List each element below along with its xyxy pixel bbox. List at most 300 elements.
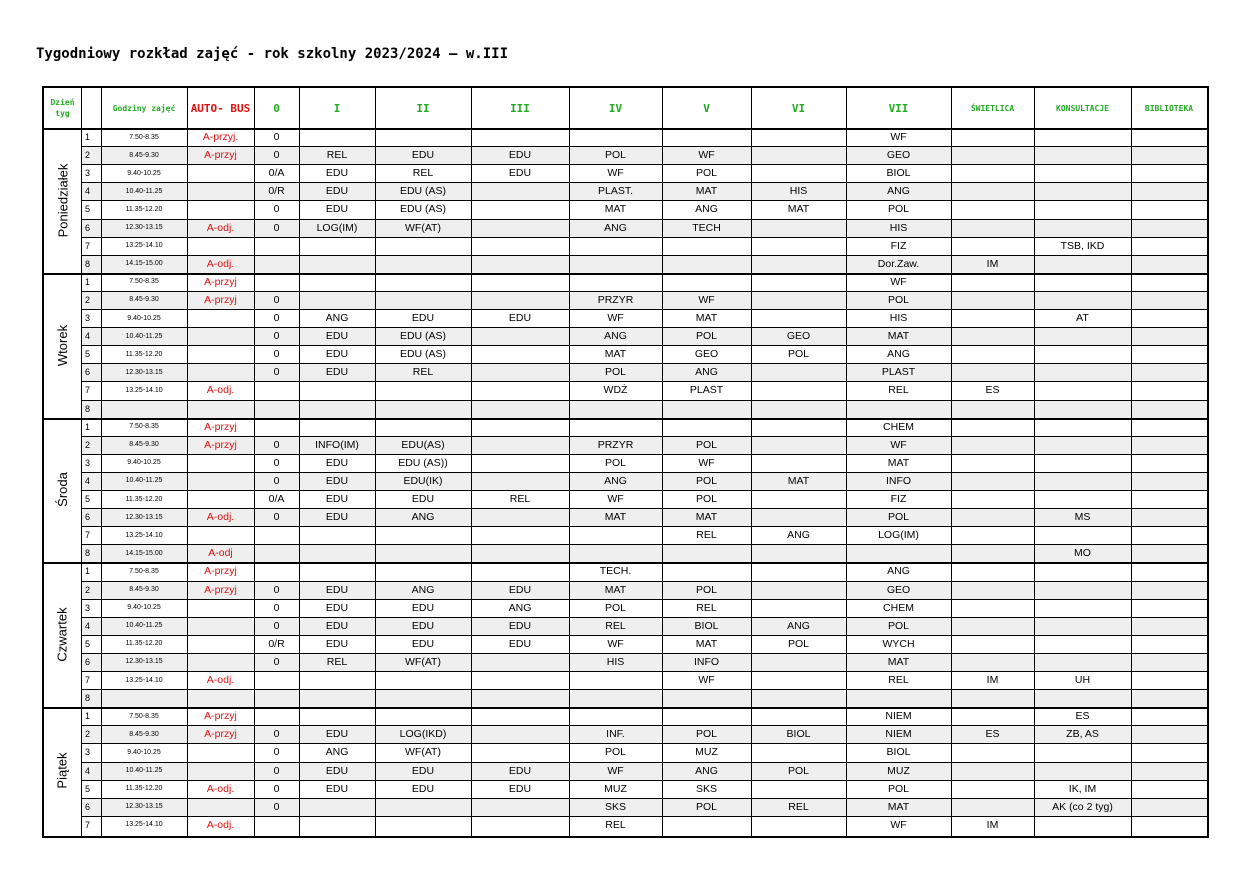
cell-n: 4: [85, 765, 91, 776]
cell-ko: MO: [1074, 547, 1091, 560]
cell-sw: [951, 345, 1034, 363]
cell-c1: REL: [326, 655, 348, 668]
day-divider: [44, 273, 1207, 275]
col-divider: [81, 88, 82, 836]
cell-n: 7: [85, 530, 91, 541]
cell-c1: EDU: [325, 330, 349, 343]
cell-bi: [1131, 635, 1207, 653]
cell-bi: [1131, 454, 1207, 472]
cell-bus: A-przyj: [204, 583, 237, 596]
cell-n: 5: [85, 783, 91, 794]
day-name: Wtorek: [55, 324, 71, 366]
cell-h: 12.30-13.15: [125, 368, 163, 376]
cell-c4: [569, 255, 662, 273]
day-name: Środa: [54, 472, 70, 508]
cell-c0: 0: [273, 601, 280, 614]
row-divider: [81, 762, 1207, 763]
cell-bus: [187, 200, 254, 218]
cell-c4: MAT: [604, 511, 627, 524]
cell-c4: [569, 273, 662, 291]
cell-c7: NIEM: [885, 728, 912, 741]
cell-bus: [187, 454, 254, 472]
row-divider: [81, 164, 1207, 165]
cell-bus: [187, 472, 254, 490]
cell-c5: MAT: [695, 637, 718, 650]
cell-n: 4: [85, 331, 91, 342]
cell-c4: PRZYR: [597, 293, 634, 306]
cell-c7: POL: [887, 619, 909, 632]
cell-c0: 0/A: [268, 493, 285, 506]
cell-c1: [299, 381, 375, 399]
cell-c3: EDU: [508, 583, 532, 596]
cell-bi: [1131, 617, 1207, 635]
cell-bi: [1131, 219, 1207, 237]
cell-c5: [662, 544, 751, 562]
cell-c2: [375, 544, 471, 562]
cell-h: [101, 400, 187, 418]
cell-ko: [1034, 291, 1131, 309]
cell-c6: [751, 454, 846, 472]
cell-c3: [471, 237, 569, 255]
cell-n: 6: [85, 801, 91, 812]
cell-sw: [951, 653, 1034, 671]
cell-n: 4: [85, 186, 91, 197]
cell-bus: [187, 762, 254, 780]
cell-bus: [187, 798, 254, 816]
row-divider: [81, 635, 1207, 636]
cell-c4: PLAST.: [597, 185, 634, 198]
cell-c4: MUZ: [604, 782, 627, 795]
cell-n: 8: [85, 403, 91, 414]
cell-h: 11.35-12.20: [125, 640, 163, 648]
cell-sw: [951, 291, 1034, 309]
cell-c3: EDU: [508, 149, 532, 162]
cell-c7: MAT: [887, 456, 910, 469]
row-divider: [81, 743, 1207, 744]
cell-sw: ES: [985, 384, 1000, 397]
cell-c1: [299, 562, 375, 580]
cell-n: 5: [85, 638, 91, 649]
cell-h: 12.30-13.15: [125, 224, 163, 232]
cell-h: 7.50-8.35: [129, 567, 159, 575]
cell-bus: [187, 743, 254, 761]
cell-c6: [751, 146, 846, 164]
row-divider: [81, 291, 1207, 292]
cell-c6: [751, 164, 846, 182]
cell-c1: REL: [326, 149, 348, 162]
row-divider: [81, 400, 1207, 401]
cell-n: 5: [85, 494, 91, 505]
cell-h: 12.30-13.15: [125, 803, 163, 811]
cell-c0: 0/R: [268, 637, 285, 650]
cell-c5: WF: [698, 456, 715, 469]
cell-c7: ANG: [887, 185, 910, 198]
cell-c6: [751, 544, 846, 562]
cell-c5: POL: [695, 438, 717, 451]
cell-h: 13.25-14.10: [125, 531, 163, 539]
cell-c1: [299, 400, 375, 418]
cell-c7: POL: [887, 782, 909, 795]
cell-sw: [951, 508, 1034, 526]
cell-c1: [299, 526, 375, 544]
cell-h: 9.40-10.25: [127, 314, 161, 322]
cell-n: 6: [85, 512, 91, 523]
header-bus: AUTO- BUS: [190, 101, 251, 115]
cell-c0: [254, 526, 299, 544]
cell-c1: EDU: [325, 511, 349, 524]
cell-h: 7.50-8.35: [129, 423, 159, 431]
col-divider: [569, 88, 570, 836]
cell-c3: [471, 707, 569, 725]
cell-c7: POL: [887, 203, 909, 216]
cell-c2: EDU: [411, 637, 435, 650]
cell-c1: [299, 671, 375, 689]
cell-c7: POL: [887, 293, 909, 306]
cell-sw: [951, 798, 1034, 816]
cell-c3: [471, 472, 569, 490]
cell-bus: A-odj.: [206, 511, 235, 524]
cell-ko: [1034, 418, 1131, 436]
cell-bus: [187, 526, 254, 544]
cell-c0: 0: [273, 782, 280, 795]
row-divider: [81, 381, 1207, 382]
cell-c2: [375, 255, 471, 273]
cell-bi: [1131, 743, 1207, 761]
cell-bi: [1131, 599, 1207, 617]
cell-ko: [1034, 182, 1131, 200]
cell-n: 3: [85, 168, 91, 179]
cell-c3: [471, 182, 569, 200]
cell-c4: INF.: [606, 728, 625, 741]
row-divider: [81, 146, 1207, 147]
cell-c4: WF: [607, 493, 624, 506]
cell-c7: FIZ: [890, 493, 907, 506]
cell-c3: [471, 345, 569, 363]
cell-ko: [1034, 255, 1131, 273]
cell-c7: MUZ: [887, 764, 910, 777]
cell-c2: WF(AT): [405, 746, 441, 759]
cell-sw: [951, 472, 1034, 490]
day-name: Poniedziałek: [55, 163, 70, 238]
cell-h: 11.35-12.20: [125, 785, 163, 793]
cell-c7: REL: [888, 674, 909, 687]
row-divider: [81, 255, 1207, 256]
cell-c6: [751, 689, 846, 707]
cell-c3: [471, 671, 569, 689]
cell-sw: [951, 780, 1034, 798]
header-col-2: II: [416, 101, 430, 115]
cell-n: 2: [85, 729, 91, 740]
cell-c1: [299, 237, 375, 255]
cell-sw: [951, 599, 1034, 617]
cell-c2: EDU(AS): [401, 438, 445, 451]
cell-c2: EDU: [411, 764, 435, 777]
cell-c4: POL: [604, 366, 626, 379]
cell-c5: [662, 816, 751, 834]
cell-c2: [375, 562, 471, 580]
cell-c1: EDU: [325, 619, 349, 632]
cell-bus: [187, 309, 254, 327]
cell-c4: [569, 707, 662, 725]
row-divider: [81, 345, 1207, 346]
cell-c0: 0: [273, 221, 280, 234]
cell-bi: [1131, 200, 1207, 218]
cell-c0: 0: [273, 728, 280, 741]
cell-c4: WF: [607, 312, 624, 325]
cell-c2: [375, 526, 471, 544]
cell-n: 7: [85, 819, 91, 830]
cell-c4: [569, 671, 662, 689]
cell-bi: [1131, 327, 1207, 345]
cell-bus: [187, 363, 254, 381]
cell-n: 7: [85, 675, 91, 686]
row-divider: [81, 653, 1207, 654]
cell-c3: [471, 255, 569, 273]
cell-sw: [951, 327, 1034, 345]
cell-c3: [471, 798, 569, 816]
cell-c3: [471, 400, 569, 418]
cell-c0: [254, 400, 299, 418]
cell-c0: 0: [273, 203, 280, 216]
cell-sw: [951, 544, 1034, 562]
cell-bus: A-odj: [208, 547, 233, 560]
cell-c1: EDU: [325, 583, 349, 596]
row-divider: [81, 327, 1207, 328]
cell-ko: [1034, 400, 1131, 418]
cell-bi: [1131, 164, 1207, 182]
cell-c6: [751, 291, 846, 309]
cell-c1: [299, 128, 375, 146]
cell-bus: A-odj.: [206, 818, 235, 831]
cell-c3: [471, 219, 569, 237]
cell-h: 7.50-8.35: [129, 133, 159, 141]
cell-bus: [187, 653, 254, 671]
cell-c4: ANG: [604, 330, 627, 343]
cell-sw: [951, 562, 1034, 580]
cell-c4: [569, 544, 662, 562]
row-divider: [81, 490, 1207, 491]
cell-sw: [951, 400, 1034, 418]
cell-sw: [951, 617, 1034, 635]
cell-c6: [751, 581, 846, 599]
cell-ko: [1034, 653, 1131, 671]
cell-n: 1: [85, 711, 91, 722]
cell-c7: PLAST: [881, 366, 916, 379]
cell-c1: ANG: [325, 746, 349, 759]
cell-c5: MAT: [695, 312, 718, 325]
cell-ko: MS: [1074, 511, 1091, 524]
cell-c4: [569, 128, 662, 146]
cell-h: 13.25-14.10: [125, 821, 163, 829]
row-divider: [81, 581, 1207, 582]
cell-c0: 0: [273, 655, 280, 668]
cell-h: 9.40-10.25: [127, 459, 161, 467]
cell-c6: [751, 436, 846, 454]
cell-bi: [1131, 255, 1207, 273]
cell-sw: [951, 490, 1034, 508]
cell-c1: INFO(IM): [315, 438, 359, 451]
cell-h: 7.50-8.35: [129, 712, 159, 720]
cell-c7: GEO: [886, 583, 911, 596]
cell-h: 10.40-11.25: [125, 767, 163, 775]
cell-c6: [751, 508, 846, 526]
header-col-5: V: [703, 101, 710, 115]
cell-c2: EDU: [411, 493, 435, 506]
cell-n: 3: [85, 602, 91, 613]
cell-c3: [471, 743, 569, 761]
cell-sw: IM: [986, 257, 999, 270]
cell-c6: [751, 671, 846, 689]
cell-c6: POL: [787, 637, 809, 650]
cell-c6: [751, 363, 846, 381]
cell-sw: [951, 237, 1034, 255]
cell-ko: ES: [1075, 710, 1090, 723]
cell-c4: PRZYR: [597, 438, 634, 451]
cell-c2: EDU (AS): [399, 330, 447, 343]
cell-c7: FIZ: [890, 239, 907, 252]
cell-c6: [751, 599, 846, 617]
cell-n: 2: [85, 584, 91, 595]
cell-c6: [751, 255, 846, 273]
cell-c5: [662, 255, 751, 273]
cell-c7: Dor.Zaw.: [877, 257, 920, 270]
col-divider: [471, 88, 472, 836]
day-label: [44, 128, 81, 273]
cell-c5: WF: [698, 149, 715, 162]
col-divider: [751, 88, 752, 836]
cell-c7: REL: [888, 384, 909, 397]
cell-c0: 0/A: [268, 167, 285, 180]
cell-sw: [951, 436, 1034, 454]
cell-n: 1: [85, 566, 91, 577]
cell-sw: [951, 635, 1034, 653]
cell-c3: EDU: [508, 637, 532, 650]
day-label: [44, 562, 81, 707]
cell-c6: [751, 707, 846, 725]
cell-c7: [846, 400, 951, 418]
cell-c0: [254, 689, 299, 707]
cell-h: 11.35-12.20: [125, 495, 163, 503]
cell-bus: [187, 345, 254, 363]
cell-h: 14.15-15.00: [125, 260, 163, 268]
cell-bi: [1131, 562, 1207, 580]
cell-bus: A-przyj: [204, 293, 237, 306]
cell-sw: [951, 454, 1034, 472]
cell-c2: EDU (AS): [399, 348, 447, 361]
cell-c7: CHEM: [883, 420, 914, 433]
cell-c0: 0: [273, 474, 280, 487]
cell-c5: REL: [696, 529, 717, 542]
cell-h: 10.40-11.25: [125, 622, 163, 630]
cell-c3: ANG: [508, 601, 532, 614]
row-divider: [81, 454, 1207, 455]
cell-c4: MAT: [604, 583, 627, 596]
cell-c4: POL: [604, 601, 626, 614]
cell-c6: [751, 219, 846, 237]
col-divider: [299, 88, 300, 836]
cell-c5: WF: [698, 293, 715, 306]
cell-h: 8.45-9.30: [129, 586, 159, 594]
cell-bus: A-odj.: [206, 674, 235, 687]
cell-c6: [751, 381, 846, 399]
cell-sw: [951, 309, 1034, 327]
cell-c3: [471, 689, 569, 707]
cell-c3: [471, 273, 569, 291]
cell-ko: [1034, 164, 1131, 182]
cell-c7: WYCH: [882, 637, 915, 650]
cell-n: 3: [85, 747, 91, 758]
cell-sw: [951, 707, 1034, 725]
cell-c0: 0: [273, 330, 280, 343]
cell-ko: [1034, 581, 1131, 599]
cell-c1: [299, 273, 375, 291]
cell-n: 2: [85, 439, 91, 450]
cell-bi: [1131, 762, 1207, 780]
cell-c5: GEO: [694, 348, 719, 361]
cell-c3: [471, 544, 569, 562]
cell-c5: SKS: [695, 782, 717, 795]
cell-c5: POL: [695, 167, 717, 180]
cell-c0: 0: [273, 800, 280, 813]
cell-ko: [1034, 743, 1131, 761]
cell-n: 7: [85, 240, 91, 251]
day-name: Czwartek: [55, 607, 70, 662]
cell-c4: TECH.: [599, 565, 632, 578]
cell-c7: WF: [890, 438, 907, 451]
cell-c7: MAT: [887, 800, 910, 813]
header-col-4: IV: [608, 101, 623, 115]
cell-c1: EDU: [325, 348, 349, 361]
col-divider: [101, 88, 102, 836]
cell-c2: [375, 381, 471, 399]
cell-ko: ZB, AS: [1066, 728, 1099, 741]
cell-ko: [1034, 599, 1131, 617]
cell-c2: EDU: [411, 312, 435, 325]
cell-sw: [951, 762, 1034, 780]
cell-c1: [299, 291, 375, 309]
cell-c1: [299, 689, 375, 707]
cell-c3: [471, 436, 569, 454]
cell-c4: POL: [604, 456, 626, 469]
cell-c0: 0: [273, 131, 280, 144]
cell-c3: [471, 200, 569, 218]
cell-c5: INFO: [693, 655, 720, 668]
cell-c4: WF: [607, 764, 624, 777]
cell-ko: [1034, 128, 1131, 146]
cell-c2: [375, 816, 471, 834]
cell-c0: [254, 273, 299, 291]
cell-c4: WDŻ: [603, 384, 628, 397]
page-title: Tygodniowy rozkład zajęć - rok szkolny 2023/2024 – w.III: [36, 46, 509, 62]
cell-c2: EDU (AS): [399, 185, 447, 198]
day-label: [44, 418, 81, 563]
cell-bi: [1131, 707, 1207, 725]
row-divider: [81, 219, 1207, 220]
cell-c6: [751, 273, 846, 291]
cell-bi: [1131, 273, 1207, 291]
cell-c5: [662, 128, 751, 146]
cell-c0: 0: [273, 583, 280, 596]
cell-c2: WF(AT): [405, 221, 441, 234]
row-divider: [81, 472, 1207, 473]
cell-c4: MAT: [604, 203, 627, 216]
cell-c5: POL: [695, 583, 717, 596]
col-divider: [951, 88, 952, 836]
row-divider: [81, 780, 1207, 781]
cell-bi: [1131, 182, 1207, 200]
cell-c7: NIEM: [885, 710, 912, 723]
cell-c4: REL: [605, 619, 626, 632]
